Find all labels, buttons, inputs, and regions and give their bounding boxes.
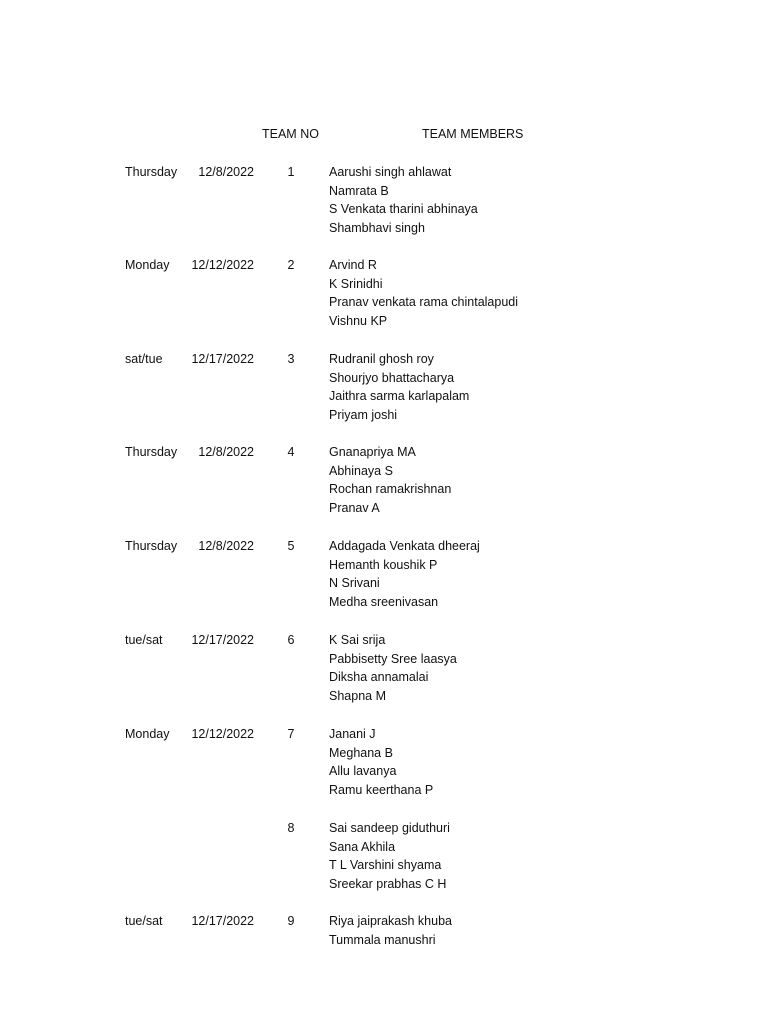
team-number: 5 xyxy=(287,539,295,553)
team-number: 4 xyxy=(287,445,295,459)
team-member: Janani J xyxy=(329,727,376,741)
team-date: 12/8/2022 xyxy=(198,445,254,459)
team-member: K Srinidhi xyxy=(329,276,383,291)
team-member: Priyam joshi xyxy=(329,408,398,423)
team-member: Pabbisetty Sree laasya xyxy=(329,651,457,666)
team-members-list xyxy=(329,914,452,951)
team-block xyxy=(0,821,768,901)
team-day: Thursday xyxy=(125,165,178,179)
team-date: 12/17/2022 xyxy=(191,633,254,647)
team-member: S Venkata tharini abhinaya xyxy=(329,202,478,217)
team-members-list xyxy=(329,258,518,333)
team-member: Sai sandeep giduthuri xyxy=(329,821,450,835)
team-date: 12/17/2022 xyxy=(191,914,254,928)
team-member: Shambhavi singh xyxy=(329,221,425,236)
team-block xyxy=(0,445,768,525)
team-date: 12/8/2022 xyxy=(198,539,254,553)
team-member: Riya jaiprakash khuba xyxy=(329,914,452,928)
team-member: Namrata B xyxy=(329,183,389,198)
team-member: Rochan ramakrishnan xyxy=(329,482,452,497)
team-member: Shapna M xyxy=(329,689,386,704)
team-members-list xyxy=(329,445,451,520)
team-number: 2 xyxy=(287,258,295,272)
team-date: 12/8/2022 xyxy=(198,165,254,179)
team-day: sat/tue xyxy=(125,352,163,366)
team-member: N Srivani xyxy=(329,576,380,591)
team-number: 9 xyxy=(287,914,295,928)
team-member: Jaithra sarma karlapalam xyxy=(329,389,470,404)
team-no-header: TEAM NO xyxy=(262,127,319,141)
team-block xyxy=(0,914,768,964)
team-day: Monday xyxy=(125,727,170,741)
team-member: Sana Akhila xyxy=(329,839,396,854)
team-member: Allu lavanya xyxy=(329,764,397,779)
team-member: Meghana B xyxy=(329,745,393,760)
team-block xyxy=(0,352,768,432)
team-member: Vishnu KP xyxy=(329,314,388,329)
team-block xyxy=(0,633,768,713)
team-day: Monday xyxy=(125,258,170,272)
team-member: Hemanth koushik P xyxy=(329,557,438,572)
team-members-list xyxy=(329,727,433,802)
team-member: T L Varshini shyama xyxy=(329,858,442,873)
team-number: 8 xyxy=(287,821,295,835)
team-members-header: TEAM MEMBERS xyxy=(422,127,524,141)
team-date: 12/12/2022 xyxy=(191,727,254,741)
team-number: 3 xyxy=(287,352,295,366)
team-day: tue/sat xyxy=(125,633,163,647)
team-member: Pranav A xyxy=(329,501,380,516)
team-member: Ramu keerthana P xyxy=(329,783,434,798)
team-member: Aarushi singh ahlawat xyxy=(329,165,452,179)
team-number: 6 xyxy=(287,633,295,647)
team-members-list xyxy=(329,352,469,427)
team-members-list xyxy=(329,633,457,708)
team-number: 7 xyxy=(287,727,295,741)
team-member: Gnanapriya MA xyxy=(329,445,416,459)
team-members-list xyxy=(329,821,450,896)
team-member: Shourjyo bhattacharya xyxy=(329,370,455,385)
team-member: Abhinaya S xyxy=(329,463,393,478)
team-block xyxy=(0,165,768,245)
team-date: 12/17/2022 xyxy=(191,352,254,366)
team-date: 12/12/2022 xyxy=(191,258,254,272)
team-block xyxy=(0,539,768,619)
team-member: Arvind R xyxy=(329,258,377,272)
team-member: Pranav venkata rama chintalapudi xyxy=(329,295,519,310)
team-number: 1 xyxy=(287,165,295,179)
team-members-list xyxy=(329,539,480,614)
team-day: tue/sat xyxy=(125,914,163,928)
team-member: Addagada Venkata dheeraj xyxy=(329,539,480,553)
team-day: Thursday xyxy=(125,445,178,459)
team-block xyxy=(0,258,768,338)
team-member: Diksha annamalai xyxy=(329,670,429,685)
team-member: Sreekar prabhas C H xyxy=(329,877,447,892)
team-day: Thursday xyxy=(125,539,178,553)
team-member: Rudranil ghosh roy xyxy=(329,352,434,366)
team-member: K Sai srija xyxy=(329,633,386,647)
team-members-list xyxy=(329,165,478,240)
team-block xyxy=(0,727,768,807)
team-member: Medha sreenivasan xyxy=(329,595,439,610)
team-member: Tummala manushri xyxy=(329,932,436,947)
